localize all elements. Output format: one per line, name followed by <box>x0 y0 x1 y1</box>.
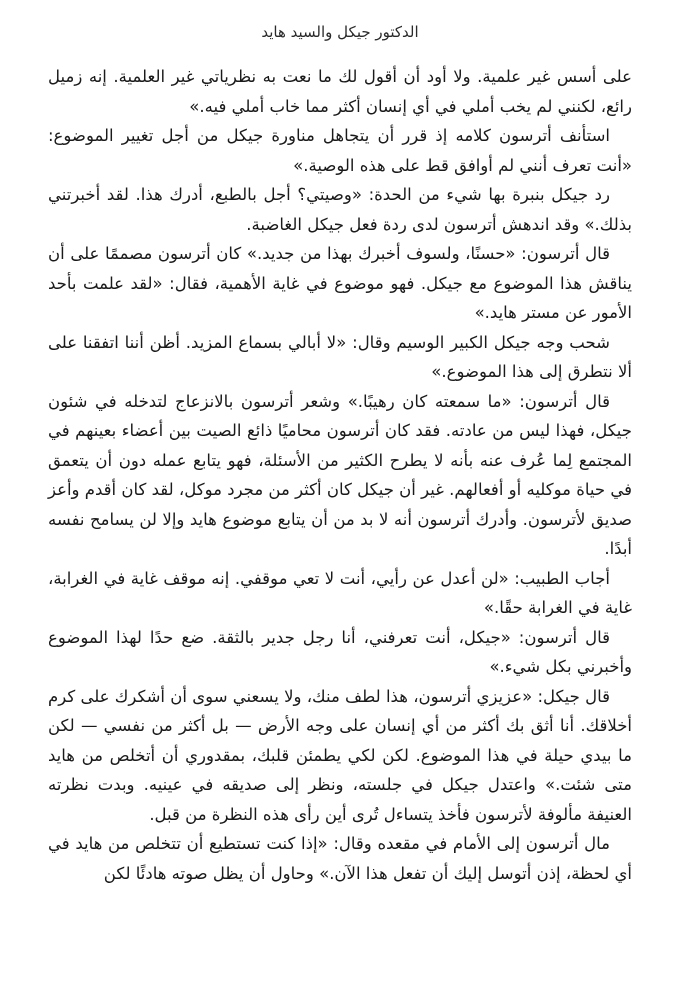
paragraph: رد جيكل بنبرة بها شيء من الحدة: «وصيتي؟ أجل بالطبع، أدرك هذا. لقد أخبرتني بذلك.» وقد اندهش أترسون لدى ردة فعل جيكل الغاضبة. <box>48 185 632 234</box>
body-text <box>48 62 632 888</box>
paragraph: استأنف أترسون كلامه إذ قرر أن يتجاهل مناورة جيكل من أجل تغيير الموضوع: «أنت تعرف أنني لم أوافق قط على هذه الوصية.» <box>48 126 632 175</box>
paragraph: قال جيكل: «عزيزي أترسون، هذا لطف منك، ولا يسعني سوى أن أشكرك على كرم أخلاقك. أنا أثق بك أكثر من أي إنسان على وجه الأرض — بل أكثر من نفسي — لكن ما بيدي حيلة في هذا الموضوع. لكن لكي يطمئن قلبك، بمقدوري أن أتخلص من هايد متى شئت.» واعتدل جيكل في جلسته، ونظر إلى صديقه في عينيه. وبدت نظرته العنيفة مألوفة لأترسون فأخذ يتساءل تُرى أين رأى هذه النظرة من قبل. <box>48 686 632 824</box>
paragraph: أجاب الطبيب: «لن أعدل عن رأيي، أنت لا تعي موقفي. إنه موقف غاية في الغرابة، غاية في الغرابة حقًا.» <box>48 568 632 617</box>
running-title: الدكتور جيكل والسيد هايد <box>261 23 419 41</box>
paragraph: على أسس غير علمية. ولا أود أن أقول لك ما نعت به نظرياتي غير العلمية. إنه زميل رائع، لكنني لم يخب أملي في أي إنسان أكثر مما خاب أملي فيه.» <box>48 67 632 116</box>
paragraph: قال أترسون: «ما سمعته كان رهيبًا.» وشعر أترسون بالانزعاج لتدخله في شئون جيكل، فهذا ليس من عادته. فقد كان أترسون محاميًا ذائع الصيت بين أعضاء بعينهم في المجتمع لِما عُرف عنه بأنه لا يطرح الكثير من الأسئلة، فهو يتابع عمله دون أن يتعمق في حياة موكليه أو أفعالهم. غير أن جيكل كان أكثر من مجرد موكل، لقد كان أقدم وأعز صديق لأترسون. وأدرك أترسون أنه لا بد من أن يتابع موضوع هايد وإلا لن يسامح نفسه أبدًا. <box>48 391 632 558</box>
paragraph: قال أترسون: «جيكل، أنت تعرفني، أنا رجل جدير بالثقة. ضع حدًا لهذا الموضوع وأخبرني بكل شيء.» <box>48 627 632 676</box>
paragraph: شحب وجه جيكل الكبير الوسيم وقال: «لا أبالي بسماع المزيد. أظن أننا اتفقنا على ألا نتطرق إلى هذا الموضوع.» <box>48 332 632 381</box>
paragraph: مال أترسون إلى الأمام في مقعده وقال: «إذا كنت تستطيع أن تتخلص من هايد في أي لحظة، إذن أتوسل إليك أن تفعل هذا الآن.» وحاول أن يظل صوته هادئًا لكن <box>48 834 632 883</box>
paragraph: قال أترسون: «حسنًا، ولسوف أخبرك بهذا من جديد.» كان أترسون مصممًا على أن يناقش هذا الموضوع مع جيكل. فهو موضوع في غاية الأهمية، فقال: «لقد علمت بأحد الأمور عن مستر هايد.» <box>48 244 632 322</box>
